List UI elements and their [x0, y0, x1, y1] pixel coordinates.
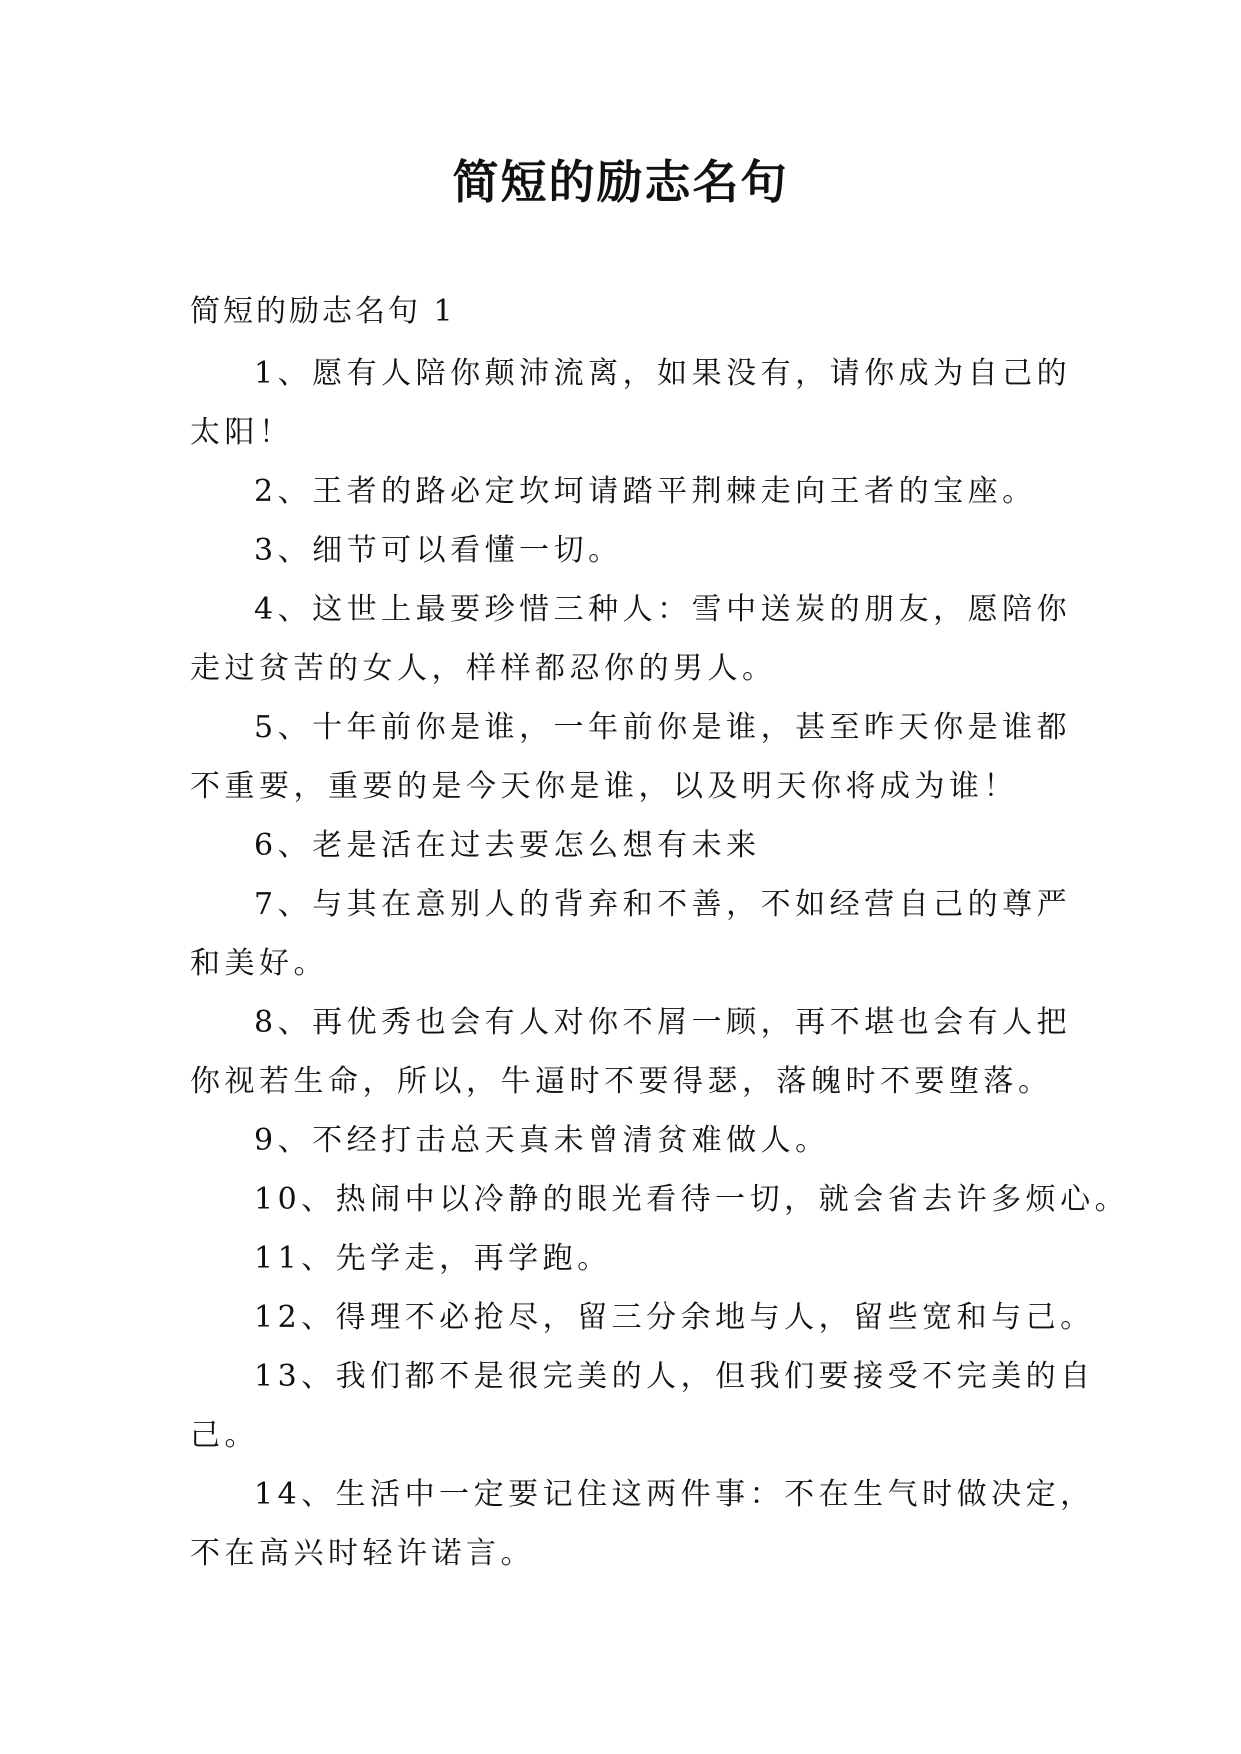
- section-heading: 简短的励志名句 1: [190, 294, 456, 329]
- quote-line: 8、再优秀也会有人对你不屑一顾，再不堪也会有人把: [254, 1005, 1072, 1040]
- quote-paragraph: [190, 344, 1070, 462]
- quote-paragraph: [190, 1288, 1095, 1347]
- quote-paragraph: [190, 580, 1070, 698]
- quote-line: 不在高兴时轻许诺言。: [190, 1536, 535, 1571]
- quote-line: 13、我们都不是很完美的人，但我们要接受不完美的自: [254, 1359, 1095, 1394]
- quote-paragraph: [190, 993, 1070, 1111]
- quote-line: 5、十年前你是谁，一年前你是谁，甚至昨天你是谁都: [254, 710, 1072, 745]
- quote-line: 1、愿有人陪你颠沛流离，如果没有，请你成为自己的: [254, 356, 1072, 391]
- quote-line: 3、细节可以看懂一切。: [254, 533, 623, 568]
- quote-line: 7、与其在意别人的背弃和不善，不如经营自己的尊严: [254, 887, 1072, 922]
- quote-paragraph: [190, 1465, 1095, 1583]
- quote-line: 9、不经打击总天真未曾清贫难做人。: [254, 1123, 830, 1158]
- quote-line: 2、王者的路必定坎坷请踏平荆棘走向王者的宝座。: [254, 474, 1037, 509]
- quote-paragraph: [190, 1229, 1070, 1288]
- quote-paragraph: [190, 462, 1070, 521]
- quote-paragraph: [190, 1170, 1130, 1229]
- quote-paragraph: [190, 875, 1070, 993]
- quote-line: 11、先学走，再学跑。: [254, 1241, 612, 1276]
- quote-paragraph: [190, 816, 1070, 875]
- quote-line: 你视若生命，所以，牛逼时不要得瑟，落魄时不要堕落。: [190, 1064, 1053, 1099]
- quote-line: 12、得理不必抢尽，留三分余地与人，留些宽和与己。: [254, 1300, 1095, 1335]
- quote-line: 14、生活中一定要记住这两件事：不在生气时做决定，: [254, 1477, 1095, 1512]
- quote-paragraph: [190, 1347, 1095, 1465]
- quote-list: [190, 344, 1130, 1583]
- quote-line: 走过贫苦的女人，样样都忍你的男人。: [190, 651, 777, 686]
- quote-line: 太阳！: [190, 415, 294, 450]
- quote-paragraph: [190, 521, 1070, 580]
- quote-line: 不重要，重要的是今天你是谁，以及明天你将成为谁！: [190, 769, 1018, 804]
- quote-paragraph: [190, 1111, 1070, 1170]
- quote-line: 己。: [190, 1418, 259, 1453]
- quote-line: 4、这世上最要珍惜三种人：雪中送炭的朋友，愿陪你: [254, 592, 1072, 627]
- quote-line: 10、热闹中以冷静的眼光看待一切，就会省去许多烦心。: [254, 1182, 1130, 1217]
- quote-paragraph: [190, 698, 1070, 816]
- document-title: 简短的励志名句: [452, 155, 789, 209]
- quote-line: 6、老是活在过去要怎么想有未来: [254, 828, 761, 863]
- quote-line: 和美好。: [190, 946, 328, 981]
